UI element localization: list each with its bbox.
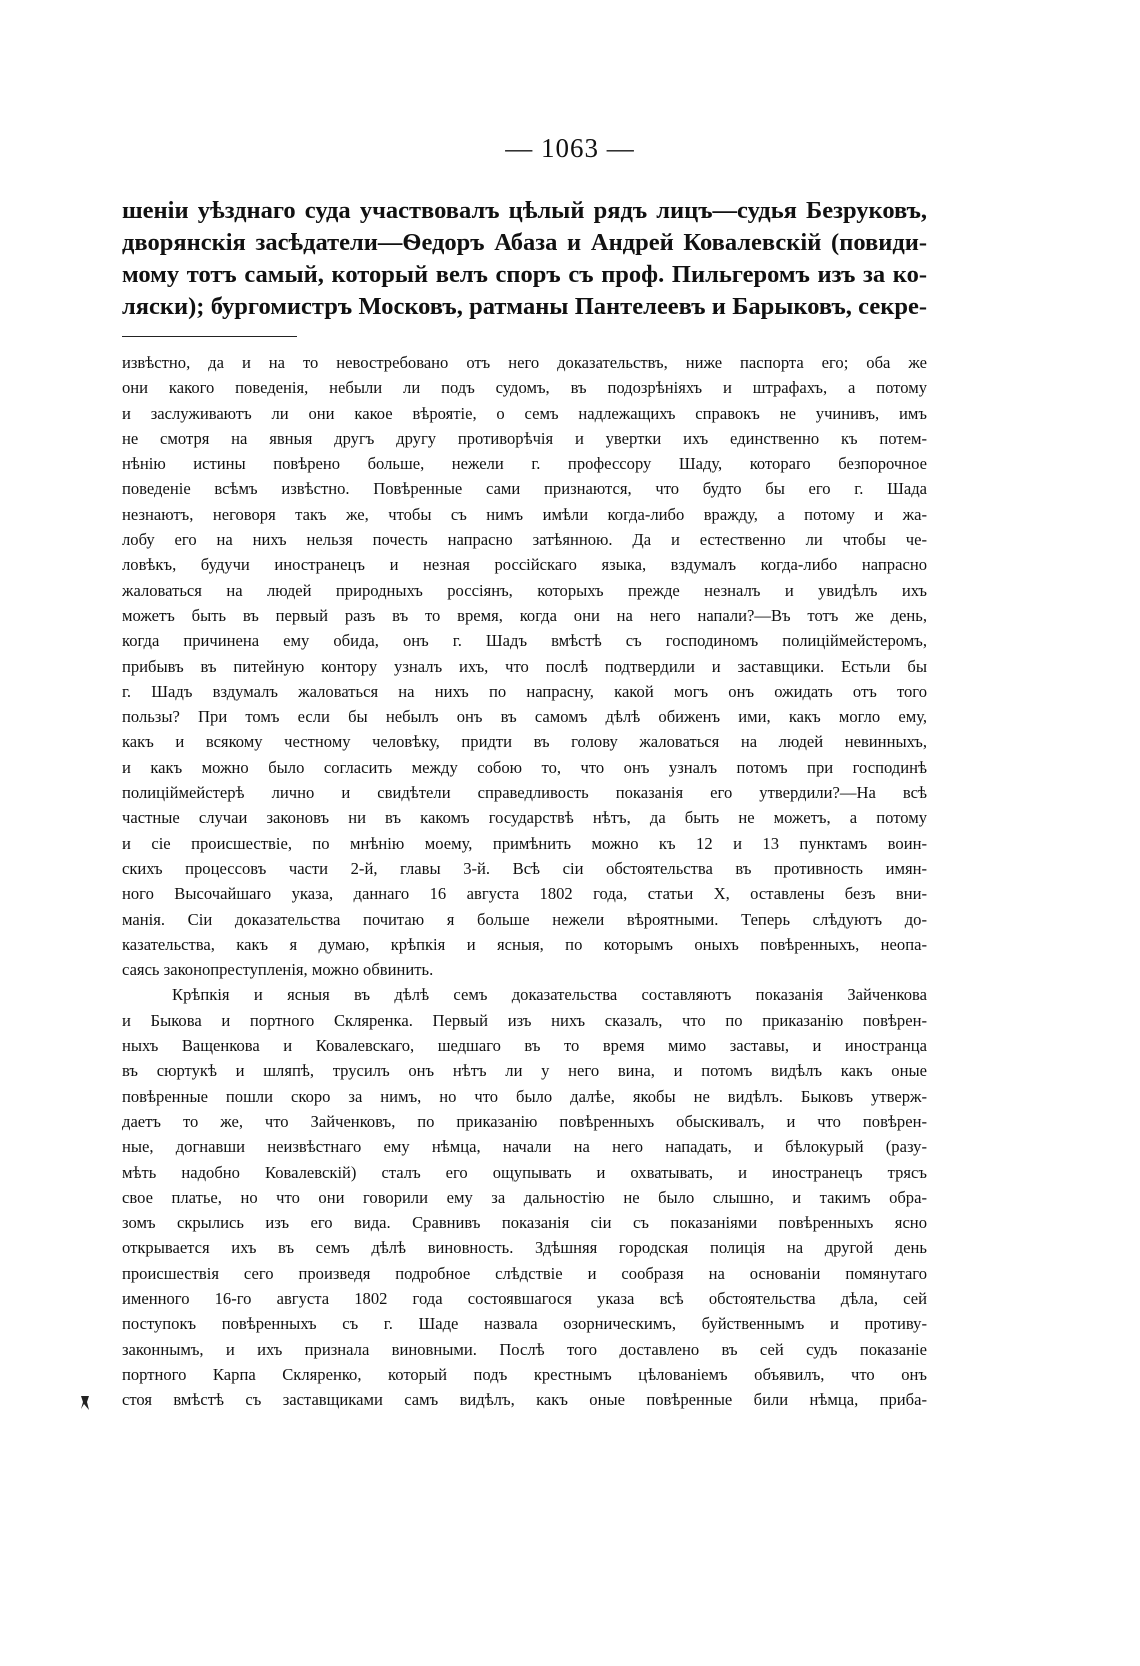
footnote-line: пользы? При томъ если бы небылъ онъ въ самомъ дѣлѣ обиженъ ими, какъ могло ему, bbox=[122, 707, 927, 727]
main-text-line: шеніи уѣзднаго суда участвовалъ цѣлый рядъ лицъ—судья Безруковъ, bbox=[122, 197, 927, 224]
paragraph-line: зомъ скрылись изъ его вида. Сравнивъ показанія сіи съ показаніями повѣренныхъ ясно bbox=[122, 1213, 927, 1233]
footnote-line: частные случаи законовъ ни въ какомъ государствѣ нѣтъ, да быть не можетъ, а потому bbox=[122, 808, 927, 828]
footnote-divider bbox=[122, 336, 297, 337]
paragraph-line: открывается ихъ въ семъ дѣлѣ виновность. Здѣшняя городская полиція на другой день bbox=[122, 1238, 927, 1258]
paragraph-line: портного Карпа Скляренко, который подъ крестнымъ цѣлованіемъ объявилъ, что онъ bbox=[122, 1364, 927, 1384]
page-number: — 1063 — bbox=[505, 133, 635, 163]
paragraph-line: поступокъ повѣренныхъ съ г. Шаде назвала озорническимъ, буйственнымъ и противу- bbox=[122, 1314, 927, 1334]
main-text-line: дворянскія засѣдатели—Ѳедоръ Абаза и Андрей Ковалевскій (повиди- bbox=[122, 229, 927, 256]
paragraph-line: именного 16-го августа 1802 года состоявшагося указа всѣ обстоятельства дѣла, сей bbox=[122, 1288, 927, 1308]
footnote-line: ного Высочайшаго указа, даннаго 16 августа 1802 года, статьи X, оставлены безъ вни- bbox=[122, 884, 927, 904]
paragraph-line: законнымъ, и ихъ признала виновными. Послѣ того доставлено въ сей судъ показаніе bbox=[122, 1339, 927, 1359]
paragraph-line: Крѣпкія и ясныя въ дѣлѣ семъ доказательства составляютъ показанія Зайченкова bbox=[172, 985, 927, 1005]
footnote-line: прибывъ въ питейную контору узналъ ихъ, что послѣ подтвердили и заставщики. Естьли бы bbox=[122, 656, 927, 676]
footnote-line: и сіе происшествіе, по мнѣнію моему, примѣнить можно къ 12 и 13 пунктамъ воин- bbox=[122, 833, 927, 853]
footnote-line: они какого поведенія, небыли ли подъ судомъ, въ подозрѣніяхъ и штрафахъ, а потому bbox=[122, 378, 927, 398]
footnote-line: и какъ можно было согласить между собою то, что онъ узналъ потомъ при господинѣ bbox=[122, 757, 927, 777]
footnote-line: ловѣкъ, будучи иностранецъ и незная россійскаго языка, вздумалъ когда-либо напрасно bbox=[122, 555, 927, 575]
footnote-line: когда причинена ему обида, онъ г. Шадъ вмѣстѣ съ господиномъ полиціймейстеромъ, bbox=[122, 631, 927, 651]
footnote-line: нѣнію истины повѣрено больше, нежели г. профессору Шаду, котораго безпорочное bbox=[122, 454, 927, 474]
footnote-line: извѣстно, да и на то невостребовано отъ него доказательствъ, ниже паспорта его; оба же bbox=[122, 353, 927, 372]
paragraph-line: свое платье, но что они говорили ему за дальностію не было слышно, и такимъ обра- bbox=[122, 1187, 927, 1207]
margin-mark-icon bbox=[78, 1394, 92, 1412]
paragraph-line: въ сюртукѣ и шляпѣ, трусилъ онъ нѣтъ ли у него вина, и потомъ видѣлъ какъ оные bbox=[122, 1061, 927, 1081]
paragraph-line: мѣть надобно Ковалевскій) сталъ его ощупывать и охватывать, и иностранецъ трясъ bbox=[122, 1162, 927, 1182]
footnote-line: можетъ быть въ первый разъ въ то время, когда они на него напали?—Въ тотъ же день, bbox=[122, 605, 927, 625]
footnote-line: не смотря на явныя другъ другу противорѣчія и увертки ихъ единственно къ потем- bbox=[122, 428, 927, 448]
paragraph-line: и Быкова и портного Скляренка. Первый изъ нихъ сказалъ, что по приказанію повѣрен- bbox=[122, 1010, 927, 1030]
footnote-block bbox=[122, 350, 927, 1412]
footnote-line: поведеніе всѣмъ извѣстно. Повѣренные сами признаются, что будто бы его г. Шада bbox=[122, 479, 927, 499]
main-text-line: мому тотъ самый, который велъ споръ съ проф. Пильгеромъ изъ за ко- bbox=[122, 261, 927, 288]
paragraph-line: стоя вмѣстѣ съ заставщиками самъ видѣлъ, какъ оные повѣренные били нѣмца, прибa- bbox=[122, 1390, 927, 1410]
paragraph-line: повѣренные пошли скоро за нимъ, но что было далѣе, якобы не видѣлъ. Быковъ утверж- bbox=[122, 1086, 927, 1106]
paragraph-line: ныхъ Ващенкова и Ковалевскаго, шедшаго въ то время мимо заставы, и иностранца bbox=[122, 1036, 927, 1056]
footnote-line: жаловаться на людей природныхъ россіянъ, которыхъ прежде незналъ и увидѣлъ ихъ bbox=[122, 580, 927, 600]
footnote-line: полиціймейстерѣ лично и свидѣтели справедливость показанія его утвердили?—На всѣ bbox=[122, 783, 927, 803]
footnote-line: незнаютъ, неговоря такъ же, чтобы съ нимъ имѣли когда-либо вражду, а потому и жа- bbox=[122, 504, 927, 524]
main-text-line: ляски); бургомистръ Московъ, ратманы Пантелеевъ и Барыковъ, секре- bbox=[122, 293, 927, 320]
main-text-block bbox=[122, 195, 927, 323]
footnote-line: и заслуживаютъ ли они какое вѣроятіе, о семъ надлежащихъ справокъ не учинивъ, имъ bbox=[122, 403, 927, 423]
footnote-line: какъ и всякому честному человѣку, придти въ голову жаловаться на людей невинныхъ, bbox=[122, 732, 927, 752]
footnote-line: казательства, какъ я думаю, крѣпкія и ясныя, по которымъ оныхъ повѣренныхъ, неопа- bbox=[122, 934, 927, 954]
footnote-line: саясь законопреступленія, можно обвинить. bbox=[122, 960, 434, 980]
footnote-line: г. Шадъ вздумалъ жаловаться на нихъ по напрасну, какой могъ онъ ожидать отъ того bbox=[122, 681, 927, 701]
paragraph-line: происшествія сего произведя подробное слѣдствіе и сообразя на основаніи помянутаго bbox=[122, 1263, 927, 1283]
paragraph-line: даетъ то же, что Зайченковъ, по приказанію повѣренныхъ обыскивалъ, и что повѣрен- bbox=[122, 1111, 927, 1131]
paragraph-line: ные, догнавши неизвѣстнаго ему нѣмца, начали на него нападать, и бѣлокурый (разу- bbox=[122, 1137, 927, 1157]
footnote-line: манія. Сіи доказательства почитаю я больше нежели вѣроятными. Теперь слѣдуютъ до- bbox=[122, 909, 927, 929]
footnote-line: лобу его на нихъ нельзя почесть напрасно затѣянною. Да и естественно ли чтобы че- bbox=[122, 530, 927, 550]
footnote-line: скихъ процессовъ части 2-й, главы 3-й. Всѣ сіи обстоятельства въ противность имян- bbox=[122, 858, 927, 878]
